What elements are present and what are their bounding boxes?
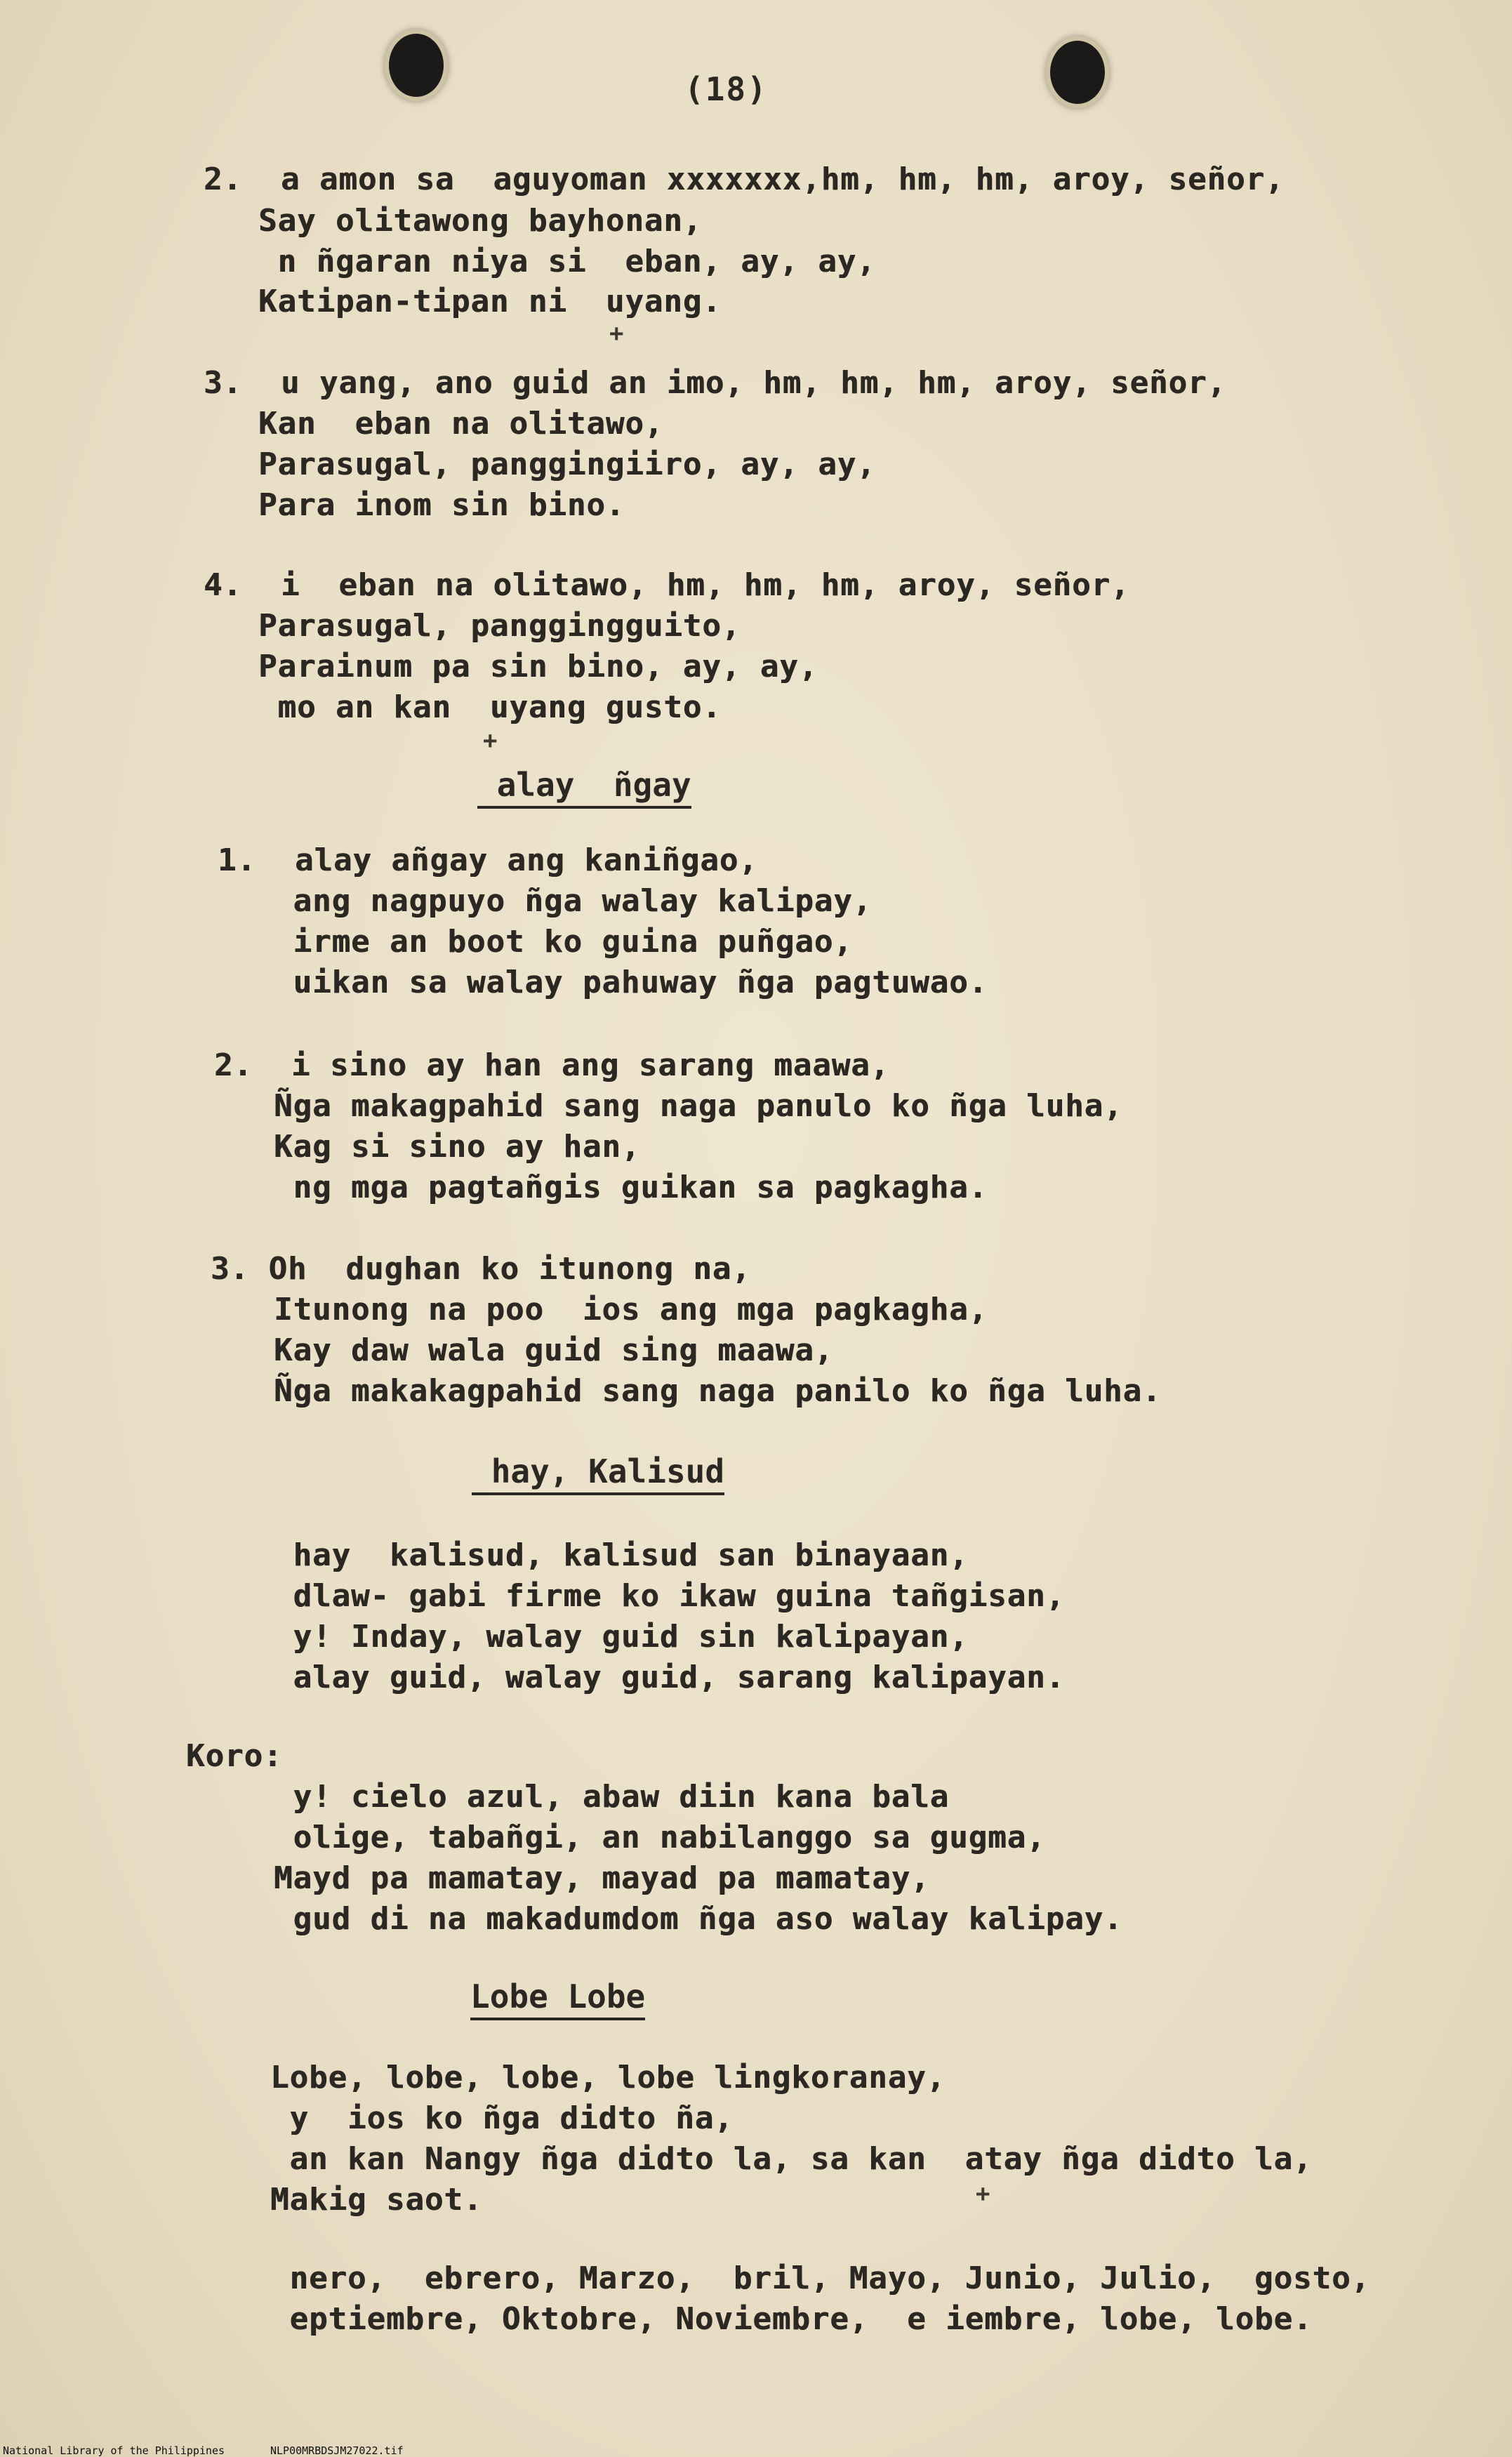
footer-file: NLP00MRBDSJM27022.tif xyxy=(270,2444,404,2457)
song4-verse-line2: y ios ko ñga didto ña, xyxy=(270,2100,734,2136)
song1-verse2-line3: n ñgaran niya si eban, ay, ay, xyxy=(258,244,876,279)
song2-verse3-line4: Ñga makakagpahid sang naga panilo ko ñga luha. xyxy=(274,1373,1162,1409)
page-number: (18) xyxy=(684,70,768,108)
punch-hole-right xyxy=(1046,37,1109,108)
song4-months-line2: eptiembre, Oktobre, Noviembre, e iembre, lobe, lobe. xyxy=(270,2301,1313,2337)
song1-verse4-line3: Parainum pa sin bino, ay, ay, xyxy=(258,649,818,684)
song1-verse3-line2: Kan eban na olitawo, xyxy=(258,406,664,442)
song2-verse1-line1: 1. alay añgay ang kaniñgao, xyxy=(218,842,758,878)
koro-line4: gud di na makadumdom ñga aso walay kalipay. xyxy=(274,1901,1123,1937)
koro-label: Koro: xyxy=(186,1738,283,1774)
song1-verse3-line1: 3. u yang, ano guid an imo, hm, hm, hm, aroy, señor, xyxy=(204,365,1226,401)
song2-verse1-line4: uikan sa walay pahuway ñga pagtuwao. xyxy=(274,965,988,1000)
song2-verse2-line2: Ñga makagpahid sang naga panulo ko ñga luha, xyxy=(274,1088,1123,1124)
song4-verse-line3: an kan Nangy ñga didto la, sa kan atay ñga didto la, xyxy=(270,2141,1313,2177)
song2-verse1-line2: ang nagpuyo ñga walay kalipay, xyxy=(274,883,873,919)
song2-title: alay ñgay xyxy=(477,765,691,809)
song2-verse3-line3: Kay daw wala guid sing maawa, xyxy=(274,1332,834,1368)
song2-verse1-line3: irme an boot ko guina puñgao, xyxy=(274,924,853,960)
song1-verse3-line4: Para inom sin bino. xyxy=(258,487,625,523)
song1-verse2-line1: 2. a amon sa aguyoman xxxxxxx,hm, hm, hm, aroy, señor, xyxy=(204,161,1285,197)
song1-verse2-line4: Katipan-tipan ni uyang. xyxy=(258,284,722,319)
margin-mark: + xyxy=(976,2180,990,2208)
song3-verse-line3: y! Inday, walay guid sin kalipayan, xyxy=(274,1619,969,1655)
song2-verse2-line3: Kag si sino ay han, xyxy=(274,1129,641,1165)
song1-verse4-line2: Parasugal, panggingguito, xyxy=(258,608,741,644)
margin-mark: + xyxy=(609,319,624,347)
koro-line2: olige, tabañgi, an nabilanggo sa gugma, xyxy=(274,1820,1046,1855)
song4-title: Lobe Lobe xyxy=(470,1977,645,2020)
koro-line3: Mayd pa mamatay, mayad pa mamatay, xyxy=(274,1860,930,1896)
song1-verse4-line1: 4. i eban na olitawo, hm, hm, hm, aroy, señor, xyxy=(204,567,1130,603)
song2-verse3-line1: 3. Oh dughan ko itunong na, xyxy=(211,1251,751,1287)
song3-verse-line1: hay kalisud, kalisud san binayaan, xyxy=(274,1537,969,1573)
song4-months-line1: nero, ebrero, Marzo, bril, Mayo, Junio, Julio, gosto, xyxy=(270,2260,1370,2296)
song2-verse2-line4: ng mga pagtañgis guikan sa pagkagha. xyxy=(274,1170,988,1205)
song3-verse-line2: dlaw- gabi firme ko ikaw guina tañgisan, xyxy=(274,1578,1066,1614)
song4-verse-line1: Lobe, lobe, lobe, lobe lingkoranay, xyxy=(270,2060,946,2095)
song1-verse4-line4: mo an kan uyang gusto. xyxy=(258,689,722,725)
song2-verse3-line2: Itunong na poo ios ang mga pagkagha, xyxy=(274,1292,988,1327)
song1-verse3-line3: Parasugal, panggingiiro, ay, ay, xyxy=(258,446,876,482)
song4-verse-line4: Makig saot. xyxy=(270,2182,483,2218)
song3-verse-line4: alay guid, walay guid, sarang kalipayan. xyxy=(274,1660,1066,1695)
punch-hole-left xyxy=(385,29,448,101)
footer-library: National Library of the Philippines xyxy=(3,2444,225,2457)
koro-line1: y! cielo azul, abaw diin kana bala xyxy=(274,1779,950,1815)
song1-verse2-line2: Say olitawong bayhonan, xyxy=(258,203,703,239)
song3-title: hay, Kalisud xyxy=(472,1452,724,1495)
song2-verse2-line1: 2. i sino ay han ang sarang maawa, xyxy=(214,1047,890,1083)
margin-mark: + xyxy=(483,727,498,755)
